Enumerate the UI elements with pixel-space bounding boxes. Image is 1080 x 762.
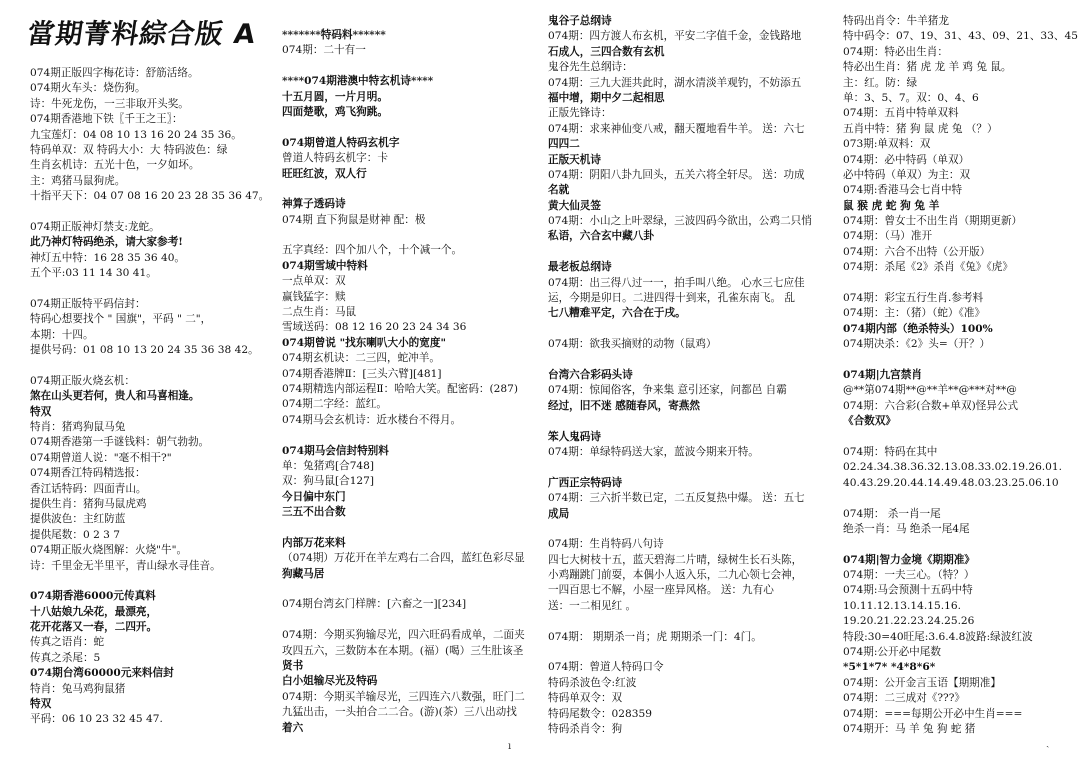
text-line: 一点单双：双 [282,275,346,288]
column-1 [30,66,270,728]
text-line: 贤书 [282,660,304,673]
text-line: 074期：三六折半数已定，二五反复热中爆。 送：五七 [548,492,805,505]
text-line: 074期：六合不出特（公开版） [843,245,991,258]
text-line: 笨人鬼码诗 [548,430,601,443]
text-line: 19.20.21.22.23.24.25.26 [843,615,975,628]
text-line: 074期：三九大涯共此时，湖水清淡羊观钓，不妨添五 [548,76,802,89]
text-line: 074期马会玄机诗：近水楼台不得月。 [282,413,462,426]
text-line: 运，今期是卯日。二进四得十到来，孔雀东南飞。 乱 [548,292,796,305]
text-line: 特码单双：双 特码大小：大 特码波色：绿 [30,143,228,156]
spacer [30,205,270,220]
text-line: 传真之杀尾：5 [30,651,101,664]
text-line: ****074期港澳中特玄机诗**** [282,75,434,88]
text-line: 旺旺红波，双人行 [282,167,367,180]
text-line: 074期：六合彩(合数+单双)怪异公式 [843,399,1019,412]
text-line: 赢钱猛字：赎 [282,290,346,303]
text-line: 绝杀一肖：马 绝杀一尾4尾 [843,522,970,535]
text-line: 攻四五六，三数防本在本期。(福）(喝）三生肚该圣 [282,644,524,657]
text-line: 成局 [548,507,570,520]
spacer [843,537,1080,552]
text-line: 提供生肖：猪狗马鼠虎鸡 [30,497,147,510]
text-line: 074期香港牌Ⅱ：[三头六臂][481] [282,367,442,380]
text-line: 鬼谷子总纲诗 [548,15,612,27]
spacer [282,228,532,243]
text-line: 074期：公开金言玉语【期期准】 [843,676,1001,689]
text-line: 石成人，三四合数有玄机 [548,45,665,58]
scan-mark: ı [508,741,512,752]
text-line: 七八糟难平定，六合在于戌。 [548,307,686,320]
text-line: 074期：阴阳八卦九回头，五关六将全轩尽。 送：功成 [548,168,805,181]
spacer [548,614,830,629]
text-line: 着六 [282,721,304,734]
column-2 [282,28,532,736]
text-line: 必中特码（单双）为主：双 [843,168,971,181]
text-line: 074期曾说 "找东喇叭大小的宽度" [282,336,446,349]
text-line: 074期曾道人特码玄机字 [282,136,400,149]
text-line: 十五月圆，一片月明。 [282,90,388,103]
text-line: 名就 [548,184,570,197]
text-line: 074期内部（绝杀特头）100% [843,322,993,335]
text-line: 074期:马会预测十五码中特 [843,584,973,597]
spacer [282,59,532,74]
text-line: 074期正版火烧玄机： [30,374,135,387]
text-line: @**第074期**@**羊**@***对**@ [843,384,1017,397]
text-line: 074期：五肖中特单双料 [843,107,959,120]
text-line: 提供尾数：0 2 3 7 [30,528,121,541]
text-line: 074期马会信封特别料 [282,444,389,457]
spacer [282,428,532,443]
text-line: 四四二 [548,138,580,151]
text-line: 074期香港第一手谜钱料：朝气勃勃。 [30,436,210,449]
text-line: 074期：曾道人特码口令 [548,661,664,674]
text-line: 074期 直下狗鼠是财神 配：极 [282,213,426,226]
text-line: 074期：欲我买摘财的动物（鼠鸡） [548,338,717,351]
text-line: 074期香江特码精选报： [30,467,146,480]
spacer [548,460,830,475]
text-line: 074期曾道人说："毫不相干?" [30,451,172,464]
spacer [548,353,830,368]
text-line: 单：3、5、7。双：0、4、6 [843,91,979,104]
text-line: 特肖：猪鸡狗鼠马兔 [30,420,126,433]
spacer [282,120,532,135]
text-line: 五字真经：四个加八个，十个减一个。 [282,244,463,257]
text-line: 074期： 杀一肖一尾 [843,507,941,520]
text-line: 狗藏马居 [282,567,325,580]
text-line: 10.11.12.13.14.15.16. [843,599,961,612]
text-line: *******特码料****** [282,29,386,41]
text-line: 双：狗马鼠[合127] [282,475,375,488]
text-line: 提供号码：01 08 10 13 20 24 35 36 38 42。 [30,344,259,357]
text-line: 特码出肖令：牛羊猪龙 [843,15,949,27]
text-line: 黄大仙灵签 [548,199,601,212]
text-line: 074期：（马）准开 [843,230,933,243]
text-line: 主：鸡猪马鼠狗虎。 [30,174,126,187]
text-line: 074期香港6000元传真料 [30,590,156,603]
spacer [548,322,830,337]
text-line: 074期：特码在其中 [843,445,938,458]
page-title: 當期菁料綜合版 A [25,19,259,50]
text-line: 平码：06 10 23 32 45 47. [30,713,163,726]
text-line: 074期：生肖特码八句诗 [548,538,664,551]
text-line: 诗：千里金无半里平，青山绿水寻佳音。 [30,559,221,572]
text-line: 074期:公开必中尾数 [843,646,941,659]
text-line: 074期正版特平码信封： [30,297,146,310]
text-line: 074期雪域中特料 [282,259,368,272]
text-line: 074期二字经：蓝红。 [282,398,387,411]
text-line: 074期正版火烧图解：火烧"牛"。 [30,544,188,557]
spacer [30,574,270,589]
text-line: 四面楚歌，鸡飞狗跳。 [282,105,388,118]
text-line: 074期：求来神仙变八戒，翻天覆地看牛羊。 送：六七 [548,122,805,135]
text-line: 074期：惊闻俗客，争来集 意引还家，问都邑 自霸 [548,384,787,397]
text-line: 传真之语肖：蛇 [30,636,105,649]
spacer [548,645,830,660]
text-line: 074期：特必出生肖： [843,45,948,58]
spacer [843,353,1080,368]
text-line: 02.24.34.38.36.32.13.08.33.02.19.26.01. [843,461,1063,474]
text-line: 074期正版四字梅花诗：舒筋活络。 [30,67,199,79]
column-4 [843,14,1080,737]
spacer [548,245,830,260]
text-line: 今日偏中东门 [282,490,346,503]
text-line: 生肖玄机诗：五光十色，一夕如坏。 [30,159,200,172]
text-line: 074期：一夫三心。（特？） [843,569,975,582]
text-line: 特码心想要找个 " 国旗"，平码 " 二"， [30,313,212,326]
text-line: 074期台湾玄门样牌：[六畜之一][234] [282,598,467,611]
text-line: 074期：今期买狗输尽光，四六旺码看成单，二面夹 [282,629,525,642]
text-line: 提供波色：主红防蓝 [30,513,126,526]
text-line: 小鸡蹦跳门前耍，本偶小人返入乐，二九心领七会神， [548,569,803,582]
text-line: 送：一二相见红 。 [548,599,637,612]
text-line: 特双 [30,698,52,711]
text-line: 074期火车头：烧伤狗。 [30,82,146,95]
text-line: 诗：牛死龙伤，一三非取开头奖。 [30,97,189,110]
text-line: 074期玄机诀：二三四，蛇冲羊。 [282,352,440,365]
text-line: 五个平:03 11 14 30 41。 [30,267,157,280]
text-line: 074期：必中特码（单双） [843,153,970,166]
column-3 [548,14,830,737]
text-line: 鬼谷先生总纲诗： [548,61,633,74]
text-line: 074期：今期买羊输尽光，三四连六八数强，旺门二 [282,690,525,703]
text-line: 特必出生肖：猪 虎 龙 羊 鸡 兔 鼠。 [843,61,1012,74]
text-line: 074期：===每期公开必中生肖=== [843,707,1023,720]
text-line: 074期：主：（猪）（蛇）《准》 [843,307,986,320]
text-line: 074期台湾60000元来料信封 [30,667,174,680]
text-line: 特码尾数令：028359 [548,707,653,720]
text-line: 五肖中特：猪 狗 鼠 虎 兔 （？） [843,122,998,135]
text-line: *5*1*7* *4*8*6* [843,661,936,674]
text-line: 074期正版神灯禁支:龙蛇。 [30,220,160,233]
text-line: 三五不出合数 [282,506,346,519]
spacer [30,281,270,296]
text-line: 特段:30=40旺尾:3.6.4.8波路:绿波红波 [843,630,1033,643]
text-line: 此乃神灯特码绝杀，请大家参考! [30,236,183,249]
text-line: 最老板总纲诗 [548,261,612,274]
text-line: 经过，旧不迷 感随春风，寄燕然 [548,399,700,412]
text-line: 074期：小山之上叶翠绿，三波四码今欲出，公鸡二只悄 [548,215,812,228]
text-line: 特肖：兔马鸡狗鼠猪 [30,682,126,695]
text-line: 正版天机诗 [548,153,601,166]
spacer [30,358,270,373]
text-line: 074期：彩宝五行生肖.参考料 [843,292,984,305]
text-line: 九宝莲灯：04 08 10 13 16 20 24 35 36。 [30,128,242,141]
text-line: 特码单双令：双 [548,692,623,705]
spacer [282,613,532,628]
text-line: 福中增，期中夕二起相思 [548,91,665,104]
text-line: 074期： 期期杀一肖；虎 期期杀一门：4门。 [548,630,762,643]
text-line: 神算子透码诗 [282,198,346,211]
text-line: 特中码令：07、19、31、43、09、21、33、45 [843,30,1078,43]
text-line: （074期）万花开在羊左鸡右二合四，蓝红色彩尽显 [282,552,525,565]
text-line: 074期开：马 羊 兔 狗 蛇 猪 [843,722,976,735]
text-line: 雪域送码：08 12 16 20 23 24 34 36 [282,321,467,334]
text-line: 特码杀波色令:红波 [548,676,637,689]
spacer [548,414,830,429]
text-line: 073期:单双料：双 [843,138,931,151]
text-line: 广西正宗特码诗 [548,476,623,489]
scan-mark: ˎ [1046,737,1050,748]
text-line: 香江话特码：四面青山。 [30,482,147,495]
text-line: 一四百思七不解，小屋一座异风格。 送：九有心 [548,584,774,597]
text-line: 九猛出击，一头拍合二二合。(游)(茶）三八出动找 [282,706,517,719]
spacer [282,182,532,197]
spacer [843,430,1080,445]
text-line: 十指平天下：04 07 08 16 20 23 28 35 36 47。 [30,190,270,203]
text-line: 单：兔猪鸡[合748] [282,459,375,472]
spacer [843,276,1080,291]
text-line: 本期：十四。 [30,328,94,341]
text-line: 特码杀肖令：狗 [548,722,623,735]
text-line: 煞在山头更若何，贵人和马喜相逢。 [30,390,200,403]
text-line: 特双 [30,405,52,418]
text-line: 074期香港地下铁〖千王之王〗： [30,113,183,126]
text-line: 074期|九宫禁肖 [843,368,922,381]
spacer [282,582,532,597]
text-line: 私语，六合玄中藏八卦 [548,230,654,243]
text-line: 074期：四方渡人布玄机，平安二字值千金，金钱路地 [548,30,802,43]
text-line: 074期|智力金境《期期准》 [843,553,975,566]
text-line: 台湾六合彩码头诗 [548,368,633,381]
text-line: 鼠 猴 虎 蛇 狗 兔 羊 [843,199,940,212]
text-line: 074期：杀尾《2》杀肖《兔》《虎》 [843,261,1013,274]
text-line: 曾道人特码玄机字：卡 [282,152,388,165]
text-line: 白小姐输尽光及特码 [282,675,378,688]
text-line: 074期：二三成对《???》 [843,692,966,705]
text-line: 074期精选内部运程Ⅱ：哈哈大笑。配密码：(287) [282,382,518,395]
text-line: 074期决杀：《2》头=（开？） [843,338,991,351]
spacer [282,521,532,536]
text-line: 074期：二十有一 [282,44,366,57]
spacer [843,491,1080,506]
text-line: 花开花落又一春，二四开。 [30,621,158,634]
text-line: 十八姑娘九朵花，最漂亮， [30,605,158,618]
text-line: 074期:香港马会七肖中特 [843,184,963,197]
text-line: 四七大树枝十五，蓝天碧海二片晴，绿树生长石头陈， [548,553,803,566]
text-line: 内部万花来料 [282,536,346,549]
text-line: 074期：曾女士不出生肖（期期更新） [843,215,1023,228]
text-line: 主：红。防：绿 [843,76,918,89]
spacer [548,522,830,537]
text-line: 《合数双》 [843,415,896,428]
text-line: 074期：单绿特码送大家，蓝波今期来开特。 [548,445,759,458]
text-line: 074期：出三得八过一一，拍手叫八绝。 心水三七应佳 [548,276,805,289]
text-line: 二点生肖：马鼠 [282,306,357,319]
text-line: 正版先锋诗： [548,107,612,120]
text-line: 40.43.29.20.44.14.49.48.03.23.25.06.10 [843,476,1059,489]
text-line: 神灯五中特：16 28 35 36 40。 [30,251,186,264]
